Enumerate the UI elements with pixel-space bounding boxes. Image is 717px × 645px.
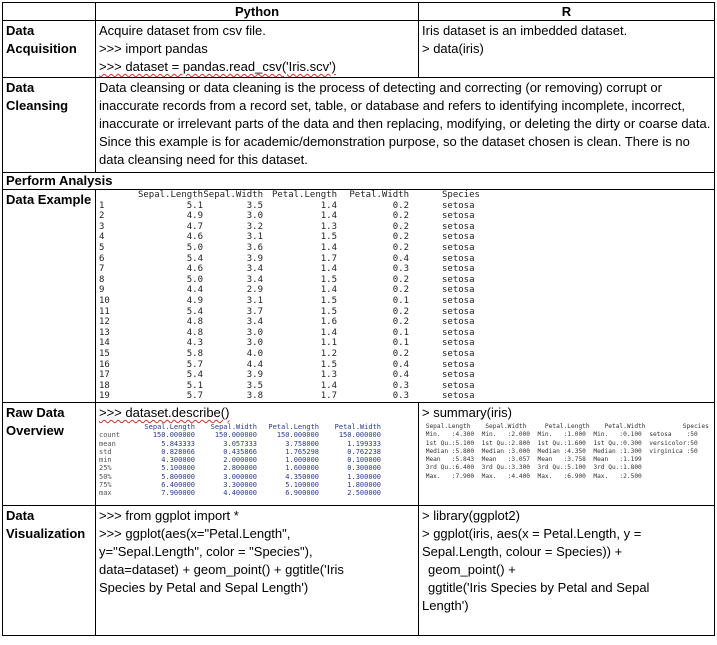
describe-cell: 5.843333 <box>161 439 195 448</box>
describe-command: >>> dataset.describe() <box>99 405 230 420</box>
describe-cell: count <box>99 431 121 440</box>
example-cell: setosa <box>442 243 475 253</box>
example-row: 16 5.7 4.4 1.5 0.4 setosa <box>99 359 475 370</box>
viz-python-line: Species by Petal and Sepal Length') <box>99 580 309 595</box>
describe-row <box>99 473 385 481</box>
example-row: 7 4.6 3.4 1.4 0.3 setosa <box>99 264 475 275</box>
data-example-table <box>99 190 711 402</box>
describe-cell: 3.000000 <box>223 472 257 481</box>
viz-r-line: Length') <box>422 598 469 613</box>
describe-header-row <box>99 423 385 431</box>
example-cell: 11 <box>99 306 110 317</box>
example-cell: setosa <box>442 274 475 285</box>
example-row: 4 4.6 3.1 1.5 0.2 setosa <box>99 232 475 243</box>
row-label-acquisition: Data Acquisition <box>3 21 96 78</box>
example-cell: setosa <box>442 306 475 317</box>
describe-cell: 5.100000 <box>285 481 319 490</box>
describe-cell: 2.000000 <box>223 456 257 465</box>
example-cell: setosa <box>442 338 475 349</box>
describe-cell: 3.057333 <box>223 439 257 448</box>
describe-cell: 7.900000 <box>161 489 195 498</box>
viz-r-line: geom_point() + <box>428 562 516 577</box>
example-cell: 14 <box>99 338 110 349</box>
example-cell: 13 <box>99 327 110 338</box>
viz-r-line: > library(ggplot2) <box>422 508 520 523</box>
row-label-example: Data Example <box>3 190 96 403</box>
acquisition-r-line: > data(iris) <box>422 41 484 56</box>
describe-row <box>99 489 385 497</box>
cleansing-text: Data cleansing or data cleaning is the process of detecting and correcting (or removing) corrupt or inaccurate records from a record set, table, or database and refers to identifying incomplete, incorrect, inaccurate or irrelevant parts of the data and then replacing, modifying, or deleting the dirty or coarse data. Since this example is for academic/demonstration purpose, so the dataset chosen is clean. There is no data cleansing need for this dataset. <box>96 78 715 173</box>
describe-header-cell: Petal.Width <box>334 423 381 431</box>
example-row: 19 5.7 3.8 1.7 0.3 setosa <box>99 391 475 402</box>
describe-cell: 3.758000 <box>285 439 319 448</box>
describe-cell: 75% <box>99 481 112 490</box>
example-cell: setosa <box>442 359 475 370</box>
summary-command: > summary(iris) <box>422 405 512 420</box>
describe-header-cell: Sepal.Width <box>210 423 257 431</box>
example-cell: setosa <box>442 285 475 296</box>
describe-table <box>99 423 385 498</box>
example-cell: setosa <box>442 221 475 232</box>
example-row: 2 4.9 3.0 1.4 0.2 setosa <box>99 211 475 222</box>
acquisition-python-line: Acquire dataset from csv file. <box>99 23 266 38</box>
example-cell: setosa <box>442 253 475 264</box>
describe-row <box>99 448 385 456</box>
describe-cell: 1.800000 <box>347 481 381 490</box>
example-cell: 9 <box>99 285 105 296</box>
viz-r-line: > ggplot(iris, aes(x = Petal.Length, y = <box>422 526 642 541</box>
row-label-analysis: Perform Analysis <box>3 173 715 190</box>
describe-row <box>99 440 385 448</box>
example-cell: setosa <box>442 264 475 275</box>
viz-python-line: >>> from ggplot import * <box>99 508 239 523</box>
row-label-cleansing: Data Cleansing <box>3 78 96 173</box>
example-cell: 18 <box>99 380 110 391</box>
summary-line: Min. :4.300 Min. :2.000 Min. :1.000 Min. :0.100 setosa :50 <box>422 431 706 439</box>
example-cell <box>96 190 715 403</box>
describe-header-cell: Sepal.Length <box>144 423 195 431</box>
describe-cell: 1.000000 <box>285 456 319 465</box>
example-cell: setosa <box>442 380 475 391</box>
example-cell: setosa <box>442 327 475 338</box>
describe-header-cell <box>99 423 137 431</box>
example-cell: setosa <box>442 296 475 306</box>
describe-cell: 1.300000 <box>347 472 381 481</box>
example-row: 13 4.8 3.0 1.4 0.1 setosa <box>99 327 475 338</box>
example-cell: 7 <box>99 264 105 275</box>
summary-output <box>422 423 717 481</box>
viz-python-line: data=dataset) + geom_point() + ggtitle('Iris <box>99 562 344 577</box>
acquisition-r-line: Iris dataset is an imbedded dataset. <box>422 23 628 38</box>
describe-cell: 4.400000 <box>223 489 257 498</box>
acquisition-python-line: >>> dataset = pandas.read_csv('Iris.scv') <box>99 59 336 74</box>
describe-cell: 6.400000 <box>161 481 195 490</box>
describe-cell: 0.762238 <box>347 447 381 456</box>
example-cell: setosa <box>442 211 475 222</box>
describe-cell: 150.000000 <box>152 431 195 440</box>
describe-header-cell: Petal.Length <box>268 423 319 431</box>
example-cell: setosa <box>442 370 475 381</box>
example-row: 12 4.8 3.4 1.6 0.2 setosa <box>99 317 475 328</box>
row-label-viz: Data Visualization <box>3 506 96 636</box>
example-cell: setosa <box>442 349 475 359</box>
summary-line: Mean :5.843 Mean :3.057 Mean :3.758 Mean :1.199 <box>422 456 702 464</box>
example-row: 3 4.7 3.2 1.3 0.2 setosa <box>99 221 475 232</box>
example-row: 17 5.4 3.9 1.3 0.4 setosa <box>99 370 475 381</box>
example-cell: 2 <box>99 211 105 222</box>
describe-cell: 4.350000 <box>285 472 319 481</box>
example-cell: 6 <box>99 253 105 264</box>
example-row: 1 5.1 3.5 1.4 0.2 setosa <box>99 200 475 211</box>
viz-r-line: ggtitle('Iris Species by Petal and Sepal <box>428 580 650 595</box>
describe-cell: min <box>99 456 112 465</box>
comparison-table <box>2 2 715 636</box>
describe-row <box>99 456 385 464</box>
example-cell: setosa <box>442 391 475 402</box>
describe-row <box>99 464 385 472</box>
describe-cell: 1.199333 <box>347 439 381 448</box>
example-row: 15 5.8 4.0 1.2 0.2 setosa <box>99 349 475 359</box>
describe-cell: 50% <box>99 472 112 481</box>
describe-row <box>99 481 385 489</box>
viz-r-line: Sepal.Length, colour = Species)) + <box>422 544 623 559</box>
header-r: R <box>419 3 715 21</box>
describe-cell: 5.100000 <box>161 464 195 473</box>
describe-cell: 0.435866 <box>223 447 257 456</box>
describe-cell: 25% <box>99 464 112 473</box>
describe-cell: 150.000000 <box>214 431 257 440</box>
example-row: 5 5.0 3.6 1.4 0.2 setosa <box>99 243 475 253</box>
raw-python-cell <box>96 403 419 506</box>
header-python: Python <box>96 3 419 21</box>
describe-cell: 0.100000 <box>347 456 381 465</box>
example-row: 6 5.4 3.9 1.7 0.4 setosa <box>99 253 475 264</box>
example-cell: 17 <box>99 370 110 381</box>
viz-python-line: >>> ggplot(aes(x="Petal.Length", <box>99 526 291 541</box>
row-label-raw: Raw Data Overview <box>3 403 96 506</box>
example-cell: setosa <box>442 317 475 328</box>
example-header-row: Sepal.Length Sepal.Width Petal.Length Petal.Width Species <box>137 190 480 200</box>
example-cell: 10 <box>99 296 110 306</box>
describe-cell: 6.900000 <box>285 489 319 498</box>
describe-cell: 2.500000 <box>347 489 381 498</box>
describe-cell: 0.828066 <box>161 447 195 456</box>
describe-cell: 5.800000 <box>161 472 195 481</box>
acquisition-r-cell <box>419 21 715 78</box>
example-cell: setosa <box>442 200 475 211</box>
example-cell: 19 <box>99 391 110 402</box>
example-cell: 5 <box>99 243 105 253</box>
viz-python-cell <box>96 506 419 636</box>
example-cell: 12 <box>99 317 110 328</box>
example-row: 14 4.3 3.0 1.1 0.1 setosa <box>99 338 475 349</box>
describe-cell: 1.765298 <box>285 447 319 456</box>
summary-line: Max. :7.900 Max. :4.400 Max. :6.900 Max. :2.500 <box>422 472 702 480</box>
describe-cell: 1.600000 <box>285 464 319 473</box>
describe-cell: std <box>99 447 112 456</box>
raw-r-cell <box>419 403 715 506</box>
header-empty-cell <box>3 3 96 21</box>
example-cell: 1 <box>99 200 105 211</box>
summary-line: Median :5.800 Median :3.000 Median :4.350 Median :1.300 virginica :50 <box>422 447 706 455</box>
example-row: 9 4.4 2.9 1.4 0.2 setosa <box>99 285 475 296</box>
viz-python-line: y="Sepal.Length", color = "Species"), <box>99 544 313 559</box>
acquisition-python-line: >>> import pandas <box>99 41 208 56</box>
viz-r-cell <box>419 506 715 636</box>
describe-row <box>99 431 385 439</box>
summary-line: 3rd Qu.:6.400 3rd Qu.:3.300 3rd Qu.:5.100 3rd Qu.:1.800 <box>422 464 702 472</box>
describe-cell: max <box>99 489 112 498</box>
example-cell: 3 <box>99 221 105 232</box>
example-cell: 8 <box>99 274 105 285</box>
describe-cell: 0.300000 <box>347 464 381 473</box>
describe-cell: 3.300000 <box>223 481 257 490</box>
example-cell: 4 <box>99 232 105 243</box>
example-row: 8 5.0 3.4 1.5 0.2 setosa <box>99 274 475 285</box>
describe-cell: mean <box>99 439 116 448</box>
example-row: 18 5.1 3.5 1.4 0.3 setosa <box>99 380 475 391</box>
acquisition-python-cell <box>96 21 419 78</box>
example-cell: 15 <box>99 349 110 359</box>
describe-cell: 150.000000 <box>338 431 381 440</box>
summary-line: 1st Qu.:5.100 1st Qu.:2.800 1st Qu.:1.600 1st Qu.:0.300 versicolor:50 <box>422 439 706 447</box>
example-row: 11 5.4 3.7 1.5 0.2 setosa <box>99 306 475 317</box>
describe-cell: 4.300000 <box>161 456 195 465</box>
example-row: 10 4.9 3.1 1.5 0.1 setosa <box>99 296 475 306</box>
describe-cell: 2.800000 <box>223 464 257 473</box>
describe-cell: 150.000000 <box>276 431 319 440</box>
summary-line: Sepal.Length Sepal.Width Petal.Length Petal.Width Species <box>422 423 717 430</box>
example-header-cell: Species <box>442 190 480 200</box>
example-cell: 16 <box>99 359 110 370</box>
example-cell: setosa <box>442 232 475 243</box>
